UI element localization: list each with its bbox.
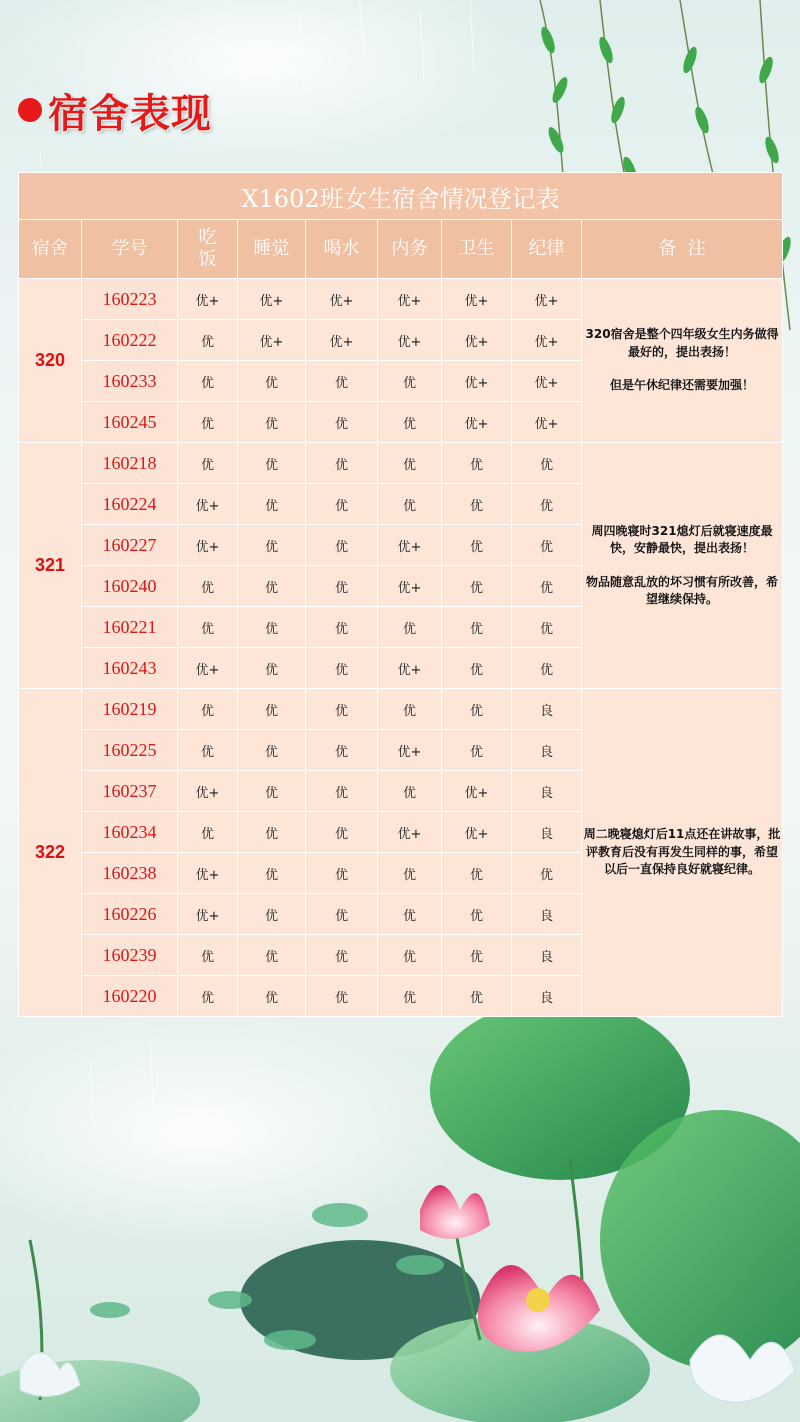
student-id: 160218 xyxy=(82,443,178,484)
header-student-id: 学号 xyxy=(82,220,178,279)
grade-cell: 优 xyxy=(238,935,306,976)
red-bullet-icon xyxy=(18,98,42,122)
grade-cell: 优+ xyxy=(442,771,512,812)
remarks-cell xyxy=(582,279,783,443)
grade-cell: 优 xyxy=(378,935,442,976)
grade-cell: 优 xyxy=(442,566,512,607)
student-id: 160237 xyxy=(82,771,178,812)
student-id: 160233 xyxy=(82,361,178,402)
grade-cell: 优+ xyxy=(306,320,378,361)
grade-cell: 优 xyxy=(378,771,442,812)
grade-cell: 良 xyxy=(512,730,582,771)
grade-cell: 优 xyxy=(512,443,582,484)
grade-cell: 优 xyxy=(306,443,378,484)
grade-cell: 优 xyxy=(238,484,306,525)
grade-cell: 优 xyxy=(238,771,306,812)
grade-cell: 优 xyxy=(238,648,306,689)
grade-cell: 优 xyxy=(306,402,378,443)
header-meals: 吃饭 xyxy=(178,220,238,279)
student-id: 160225 xyxy=(82,730,178,771)
header-tidiness: 内务 xyxy=(378,220,442,279)
header-water: 喝水 xyxy=(306,220,378,279)
grade-cell: 优 xyxy=(238,894,306,935)
header-dorm: 宿舍 xyxy=(19,220,82,279)
grade-cell: 优+ xyxy=(378,730,442,771)
grade-cell: 优 xyxy=(442,607,512,648)
student-id: 160221 xyxy=(82,607,178,648)
section-title: 宿舍表现 xyxy=(48,90,212,137)
remark-line: 320宿舍是整个四年级女生内务做得最好的，提出表扬！ xyxy=(585,327,779,359)
grade-cell: 优 xyxy=(178,812,238,853)
student-id: 160226 xyxy=(82,894,178,935)
remarks-cell xyxy=(582,443,783,689)
grade-cell: 良 xyxy=(512,812,582,853)
grade-cell: 优 xyxy=(238,976,306,1017)
grade-cell: 良 xyxy=(512,771,582,812)
grade-cell: 优+ xyxy=(378,566,442,607)
grade-cell: 优+ xyxy=(512,320,582,361)
grade-cell: 优 xyxy=(442,894,512,935)
grade-cell: 优 xyxy=(238,525,306,566)
grade-cell: 良 xyxy=(512,689,582,730)
dorm-number: 320 xyxy=(19,279,82,443)
grade-cell: 优 xyxy=(238,812,306,853)
grade-cell: 优 xyxy=(512,853,582,894)
table-row xyxy=(19,689,783,730)
grade-cell: 优 xyxy=(378,402,442,443)
student-id: 160245 xyxy=(82,402,178,443)
grade-cell: 优 xyxy=(442,648,512,689)
grade-cell: 优+ xyxy=(512,279,582,320)
grade-cell: 优 xyxy=(442,443,512,484)
grade-cell: 优+ xyxy=(178,484,238,525)
grade-cell: 优 xyxy=(238,566,306,607)
remark-line: 周四晚寝时321熄灯后就寝速度最快，安静最快，提出表扬！ xyxy=(591,523,773,556)
grade-cell: 优 xyxy=(512,648,582,689)
grade-cell: 优 xyxy=(378,853,442,894)
grade-cell: 优 xyxy=(306,935,378,976)
grade-cell: 优 xyxy=(178,402,238,443)
grade-cell: 优+ xyxy=(238,279,306,320)
grade-cell: 优+ xyxy=(442,279,512,320)
grade-cell: 优 xyxy=(442,935,512,976)
remarks-cell xyxy=(582,689,783,1017)
grade-cell: 优 xyxy=(306,648,378,689)
grade-cell: 优 xyxy=(306,976,378,1017)
grade-cell: 优 xyxy=(238,730,306,771)
grade-cell: 优 xyxy=(306,771,378,812)
student-id: 160238 xyxy=(82,853,178,894)
grade-cell: 优 xyxy=(238,361,306,402)
grade-cell: 优 xyxy=(306,730,378,771)
grade-cell: 优 xyxy=(306,853,378,894)
dormitory-register-table xyxy=(18,172,783,1017)
grade-cell: 优 xyxy=(442,853,512,894)
grade-cell: 优 xyxy=(178,689,238,730)
grade-cell: 优+ xyxy=(442,361,512,402)
grade-cell: 优+ xyxy=(306,279,378,320)
grade-cell: 优 xyxy=(442,730,512,771)
grade-cell: 优+ xyxy=(178,853,238,894)
grade-cell: 优 xyxy=(306,894,378,935)
grade-cell: 优 xyxy=(512,607,582,648)
grade-cell: 优+ xyxy=(378,648,442,689)
grade-cell: 优 xyxy=(238,853,306,894)
remark-line: 但是午休纪律还需要加强！ xyxy=(610,378,755,393)
grade-cell: 优 xyxy=(178,361,238,402)
grade-cell: 优+ xyxy=(178,894,238,935)
header-sleep: 睡觉 xyxy=(238,220,306,279)
grade-cell: 优 xyxy=(178,443,238,484)
dorm-number: 321 xyxy=(19,443,82,689)
grade-cell: 优 xyxy=(378,689,442,730)
grade-cell: 优+ xyxy=(378,279,442,320)
grade-cell: 优 xyxy=(378,443,442,484)
student-id: 160224 xyxy=(82,484,178,525)
grade-cell: 优+ xyxy=(512,402,582,443)
student-id: 160243 xyxy=(82,648,178,689)
grade-cell: 优 xyxy=(238,443,306,484)
grade-cell: 优 xyxy=(306,361,378,402)
grade-cell: 优+ xyxy=(512,361,582,402)
grade-cell: 优+ xyxy=(178,771,238,812)
grade-cell: 优 xyxy=(512,525,582,566)
grade-cell: 优 xyxy=(512,566,582,607)
student-id: 160227 xyxy=(82,525,178,566)
grade-cell: 优 xyxy=(306,566,378,607)
header-hygiene: 卫生 xyxy=(442,220,512,279)
grade-cell: 优+ xyxy=(378,812,442,853)
student-id: 160234 xyxy=(82,812,178,853)
grade-cell: 良 xyxy=(512,935,582,976)
grade-cell: 优+ xyxy=(378,525,442,566)
grade-cell: 优 xyxy=(306,484,378,525)
grade-cell: 优 xyxy=(306,812,378,853)
grade-cell: 优 xyxy=(238,689,306,730)
grade-cell: 优 xyxy=(378,894,442,935)
grade-cell: 优 xyxy=(512,484,582,525)
table-title: X1602班女生宿舍情况登记表 xyxy=(19,173,783,220)
grade-cell: 优 xyxy=(306,689,378,730)
grade-cell: 优 xyxy=(306,607,378,648)
remark-line: 物品随意乱放的坏习惯有所改善，希望继续保持。 xyxy=(586,574,779,606)
grade-cell: 优 xyxy=(178,566,238,607)
grade-cell: 优+ xyxy=(378,320,442,361)
grade-cell: 优 xyxy=(378,607,442,648)
grade-cell: 优 xyxy=(306,525,378,566)
table-row xyxy=(19,443,783,484)
grade-cell: 优+ xyxy=(442,812,512,853)
header-remarks: 备 注 xyxy=(582,220,783,279)
grade-cell: 优 xyxy=(178,320,238,361)
grade-cell: 优 xyxy=(442,689,512,730)
grade-cell: 优 xyxy=(442,484,512,525)
section-heading xyxy=(18,82,212,138)
student-id: 160240 xyxy=(82,566,178,607)
grade-cell: 优 xyxy=(378,361,442,402)
student-id: 160219 xyxy=(82,689,178,730)
grade-cell: 优+ xyxy=(178,648,238,689)
dorm-number: 322 xyxy=(19,689,82,1017)
grade-cell: 优 xyxy=(378,484,442,525)
header-discipline: 纪律 xyxy=(512,220,582,279)
grade-cell: 优+ xyxy=(178,279,238,320)
grade-cell: 优+ xyxy=(442,402,512,443)
grade-cell: 优 xyxy=(238,607,306,648)
grade-cell: 良 xyxy=(512,894,582,935)
grade-cell: 良 xyxy=(512,976,582,1017)
remark-line: 周二晚寝熄灯后11点还在讲故事，批评教育后没有再发生同样的事，希望以后一直保持良好就寝纪律。 xyxy=(583,827,781,877)
grade-cell: 优 xyxy=(178,730,238,771)
student-id: 160239 xyxy=(82,935,178,976)
grade-cell: 优 xyxy=(178,935,238,976)
grade-cell: 优 xyxy=(378,976,442,1017)
grade-cell: 优 xyxy=(178,976,238,1017)
grade-cell: 优 xyxy=(442,525,512,566)
grade-cell: 优+ xyxy=(238,320,306,361)
student-id: 160223 xyxy=(82,279,178,320)
student-id: 160220 xyxy=(82,976,178,1017)
table-row xyxy=(19,279,783,320)
grade-cell: 优 xyxy=(238,402,306,443)
grade-cell: 优+ xyxy=(178,525,238,566)
grade-cell: 优 xyxy=(178,607,238,648)
student-id: 160222 xyxy=(82,320,178,361)
grade-cell: 优 xyxy=(442,976,512,1017)
grade-cell: 优+ xyxy=(442,320,512,361)
